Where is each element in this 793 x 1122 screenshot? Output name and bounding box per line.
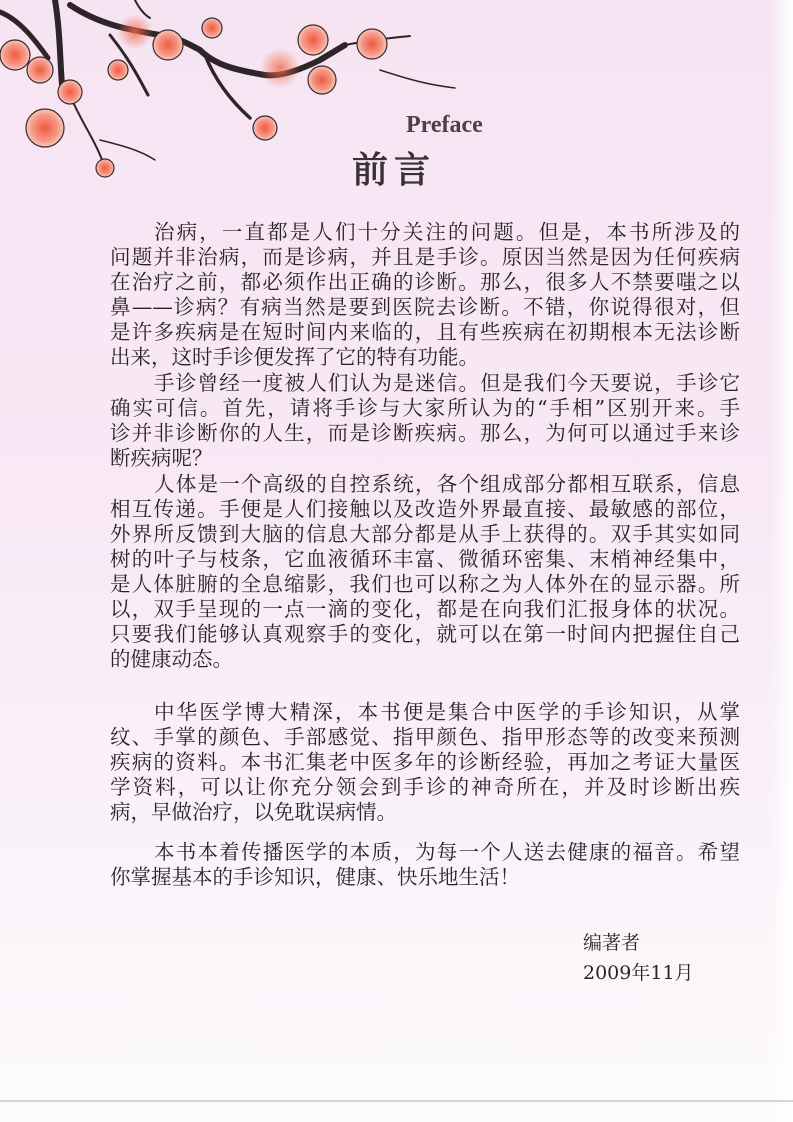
preface-title-en: Preface xyxy=(406,112,483,138)
paragraph-line: 病，早做治疗，以免耽误病情。 xyxy=(110,800,397,824)
paragraph-line: 相互传递。手便是人们接触以及改造外界最直接、最敏感的部位， xyxy=(110,497,740,521)
paragraph-line: 本书本着传播医学的本质，为每一个人送去健康的福音。希望 xyxy=(154,840,740,864)
paragraph-line: 以，双手呈现的一点一滴的变化，都是在向我们汇报身体的状况。 xyxy=(110,597,740,621)
paragraph-line: 确实可信。首先，请将手诊与大家所认为的“手相”区别开来。手 xyxy=(110,396,740,420)
paragraph-line: 中华医学博大精深，本书便是集合中医学的手诊知识，从掌 xyxy=(154,700,740,724)
paragraph-line: 人体是一个高级的自控系统，各个组成部分都相互联系，信息 xyxy=(154,472,740,496)
paragraph-line: 在治疗之前，都必须作出正确的诊断。那么，很多人不禁要嗤之以 xyxy=(110,270,740,294)
paragraph-line: 的健康动态。 xyxy=(110,647,233,671)
paragraph-line: 手诊曾经一度被人们认为是迷信。但是我们今天要说，手诊它 xyxy=(154,371,740,395)
paragraph-line: 诊并非诊断你的人生，而是诊断疾病。那么，为何可以通过手来诊 xyxy=(110,421,740,445)
paragraph-5 xyxy=(110,840,740,890)
plum-blossom-branch-illustration xyxy=(0,0,520,200)
paragraph-line: 你掌握基本的手诊知识，健康、快乐地生活！ xyxy=(110,865,520,889)
paragraph-line: 外界所反馈到大脑的信息大部分都是从手上获得的。双手其实如同 xyxy=(110,522,740,546)
paragraph-line: 是人体脏腑的全息缩影，我们也可以称之为人体外在的显示器。所 xyxy=(110,572,740,596)
paragraph-line: 问题并非治病，而是诊病，并且是手诊。原因当然是因为任何疾病 xyxy=(110,245,740,269)
signature-date: 2009年11月 xyxy=(583,962,694,984)
author-signature: 编著者 xyxy=(583,932,641,954)
paragraph-line: 纹、手掌的颜色、手部感觉、指甲颜色、指甲形态等的改变来预测 xyxy=(110,725,740,749)
paragraph-line: 断疾病呢？ xyxy=(110,446,213,470)
paragraph-line: 疾病的资料。本书汇集老中医多年的诊断经验，再加之考证大量医 xyxy=(110,750,740,774)
paragraph-4 xyxy=(110,700,740,825)
page-edge xyxy=(771,0,793,1122)
paragraph-line: 治病，一直都是人们十分关注的问题。但是，本书所涉及的 xyxy=(154,220,740,244)
paragraph-line: 树的叶子与枝条，它血液循环丰富、微循环密集、末梢神经集中， xyxy=(110,547,740,571)
paragraph-3 xyxy=(110,472,740,672)
paragraph-line: 学资料，可以让你充分领会到手诊的神奇所在，并及时诊断出疾 xyxy=(110,775,740,799)
paragraph-line: 出来，这时手诊便发挥了它的特有功能。 xyxy=(110,345,479,369)
paragraph-line: 只要我们能够认真观察手的变化，就可以在第一时间内把握住自己 xyxy=(110,622,740,646)
paragraph-2 xyxy=(110,371,740,471)
preface-title-zh: 前言 xyxy=(352,149,437,191)
paragraph-line: 鼻——诊病？有病当然是要到医院去诊断。不错，你说得很对，但 xyxy=(110,295,740,319)
paragraph-line: 是许多疾病是在短时间内来临的，且有些疾病在初期根本无法诊断 xyxy=(110,320,740,344)
paragraph-1 xyxy=(110,220,740,370)
page-bottom-divider xyxy=(0,1100,793,1102)
